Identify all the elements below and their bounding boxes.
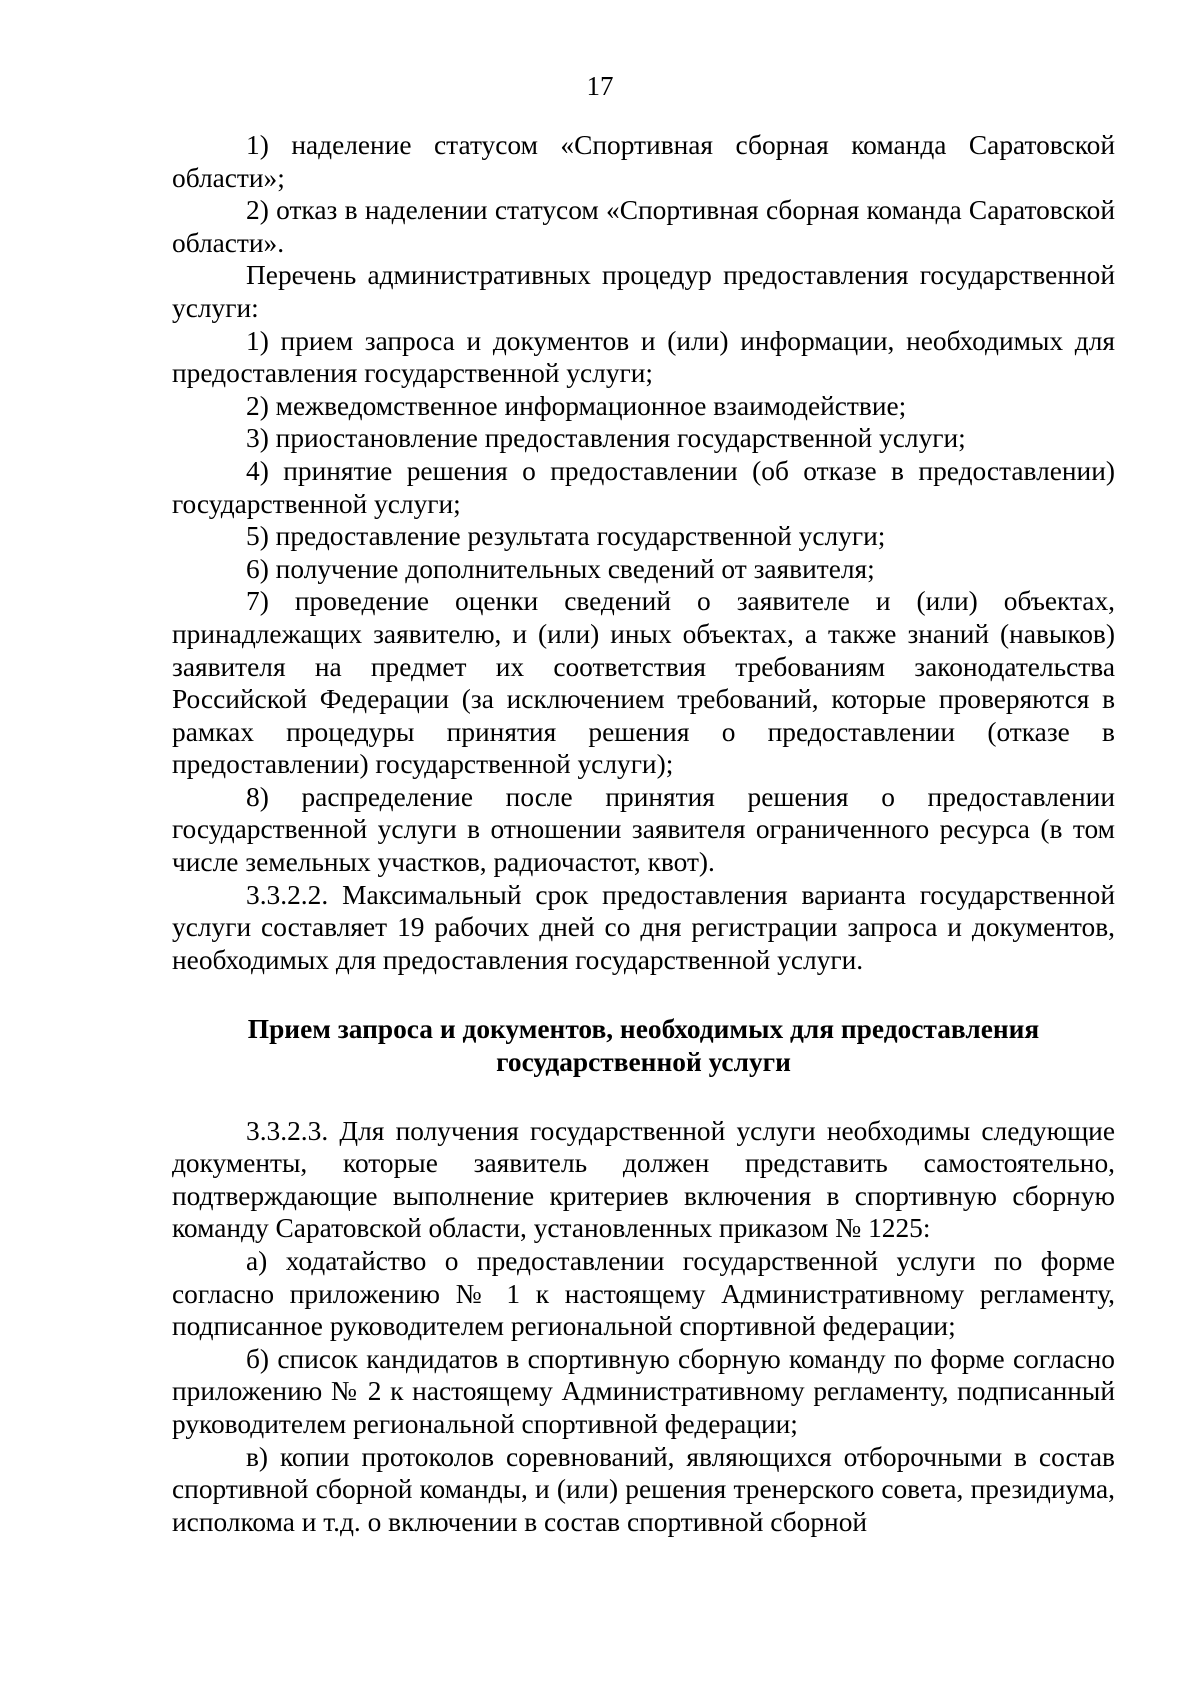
paragraph-item-v: в) копии протоколов соревнований, являющихся отборочными в состав спортивной сборной команды, и (или) решения тренерского совета, президиума, исполкома и т.д. о включении в состав спортивной сборной bbox=[172, 1441, 1115, 1537]
document-body bbox=[172, 129, 1115, 1538]
paragraph-procedures-intro: Перечень административных процедур предоставления государственной услуги: bbox=[172, 260, 1115, 323]
paragraph-procedure-8: 8) распределение после принятия решения о предоставлении государственной услуги в отношении заявителя ограниченного ресурса (в том числе земельных участков, радиочастот, квот). bbox=[172, 781, 1115, 878]
paragraph-procedure-5: 5) предоставление результата государственной услуги; bbox=[246, 521, 886, 552]
paragraph-3-3-2-2: 3.3.2.2. Максимальный срок предоставления варианта государственной услуги составляет 19 рабочих дней со дня регистрации запроса и документов, необходимых для предоставления государственной услуги. bbox=[172, 879, 1115, 975]
paragraph-procedure-6: 6) получение дополнительных сведений от заявителя; bbox=[246, 553, 875, 584]
paragraph-status-refused: 2) отказ в наделении статусом «Спортивная сборная команда Саратовской области». bbox=[172, 195, 1115, 258]
paragraph-item-b: б) список кандидатов в спортивную сборную команду по форме согласно приложению № 2 к настоящему Административному регламенту, подписанный руководителем региональной спортивной федерации; bbox=[172, 1343, 1115, 1439]
section-heading-line-1: Прием запроса и документов, необходимых для предоставления bbox=[247, 1014, 1040, 1045]
section-heading-line-2: государственной услуги bbox=[496, 1047, 791, 1078]
paragraph-procedure-2: 2) межведомственное информационное взаимодействие; bbox=[246, 390, 907, 421]
paragraph-procedure-1: 1) прием запроса и документов и (или) информации, необходимых для предоставления государственной услуги; bbox=[172, 325, 1115, 389]
section-heading bbox=[172, 1013, 1115, 1078]
paragraph-item-a: а) ходатайство о предоставлении государственной услуги по форме согласно приложению № 1 к настоящему Административному регламенту, подписанное руководителем региональной спортивной федерации; bbox=[172, 1246, 1115, 1342]
paragraph-procedure-4: 4) принятие решения о предоставлении (об отказе в предоставлении) государственной услуги; bbox=[172, 455, 1115, 519]
paragraph-status-granted: 1) наделение статусом «Спортивная сборная команда Саратовской области»; bbox=[172, 130, 1115, 193]
paragraph-procedure-3: 3) приостановление предоставления государственной услуги; bbox=[246, 423, 966, 454]
paragraph-3-3-2-3: 3.3.2.3. Для получения государственной услуги необходимы следующие документы, которые заявитель должен представить самостоятельно, подтверждающие выполнение критериев включения в спортивную сборную команду Саратовской области, установленных приказом № 1225: bbox=[172, 1115, 1115, 1244]
paragraph-procedure-7: 7) проведение оценки сведений о заявителе и (или) объектах, принадлежащих заявителю, и (или) иных объектах, а также знаний (навыков) заявителя на предмет их соответствия требованиям законодательства Российской Федерации (за исключением требований, которые проверяются в рамках процедуры принятия решения о предоставлении (отказе в предоставлении) государственной услуги); bbox=[172, 586, 1115, 780]
page-number: 17 bbox=[586, 71, 614, 101]
